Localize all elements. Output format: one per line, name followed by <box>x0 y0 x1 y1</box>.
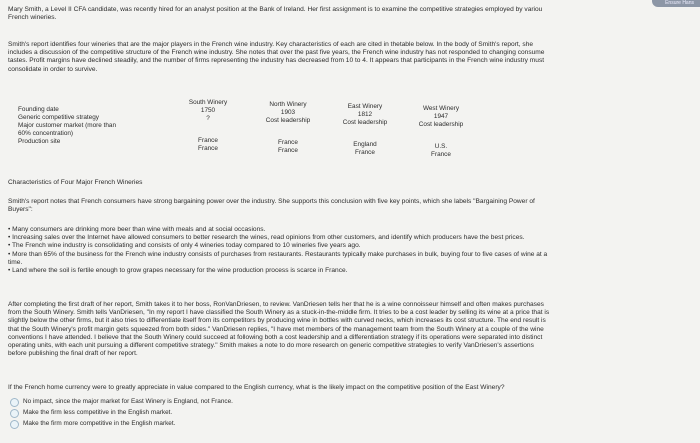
draft-paragraph <box>8 301 696 358</box>
report-line: Smith's report identifies four wineries that are the major players in the French wine industry. Key characteristics of each are cited in thetable below. In the body of Smith's report, she <box>8 41 534 48</box>
row-label-strategy: Generic competitive strategy <box>18 114 99 121</box>
list-item: • The French wine industry is consolidating and consists of only 4 wineries today compared to 10 wineries five years ago. <box>8 242 361 250</box>
winery-table <box>14 99 614 169</box>
answer-options <box>10 397 233 430</box>
draft-line: from the South Winery. Smith tells VanDriesen, "In my report I have classified the South Winery as a stuck-in-the-middle firm. It tries to be a cost leader by selling its wine at a price that is <box>8 309 550 317</box>
radio-button[interactable] <box>10 409 19 418</box>
buyers-bullet-list <box>8 226 696 275</box>
east-market: England <box>353 141 377 148</box>
list-item: time. <box>8 258 23 266</box>
west-production: France <box>431 151 451 158</box>
east-strategy: Cost leadership <box>342 119 388 126</box>
col-header-south: South Winery <box>188 99 228 106</box>
answer-option-3[interactable] <box>10 419 233 430</box>
question-line: If the French home currency were to greatly appreciate in value compared to the English currency, what is the likely impact on the competitive position of the East Winery? <box>8 384 505 391</box>
intro-line: Mary Smith, a Level II CFA candidate, was recently hired for an analyst position at the Bank of Ireland. Her first assignment is to examine the competitive strategies employed by variou <box>8 6 543 13</box>
north-founding: 1903 <box>280 109 296 116</box>
radio-button[interactable] <box>10 420 19 429</box>
south-production: France <box>198 145 218 152</box>
answer-option-2[interactable] <box>10 408 233 419</box>
west-market: U.S. <box>434 143 448 150</box>
south-market: France <box>198 137 218 144</box>
answer-option-1[interactable] <box>10 397 233 408</box>
list-item: • Increasing sales over the Internet have allowed consumers to better research the wines, read opinions from other customers, and identify which producers have the best prices. <box>8 234 525 242</box>
row-label-production: Production site <box>18 138 61 145</box>
col-header-west: West Winery <box>422 105 460 112</box>
intro-line: French wineries. <box>8 14 57 22</box>
draft-line: that the South Winery's profit margin gets squeezed from both sides." VanDriesen replies, "I have met members of the management team from the South Winery at a couple of the wine <box>8 325 544 333</box>
report-line: consolidate in order to survive. <box>8 65 98 73</box>
col-header-east: East Winery <box>347 103 383 110</box>
report-line: tastes. Profit margins have declined steadily, and the number of firms representing the industry has decreased from 10 to 4. It appears that participants in the French wine industry must <box>8 57 545 65</box>
draft-line: operating units, with each unit pursuing a different competitive strategy." Smith makes a note to do more research on generic competitive strategies to verify VanDriesen's assertions <box>8 342 534 350</box>
south-strategy: ? <box>206 115 210 122</box>
east-founding: 1812 <box>357 111 373 118</box>
buyers-paragraph <box>8 198 696 214</box>
list-item: • Land where the soil is fertile enough to grow grapes necessary for the wine production process is scarce in France. <box>8 267 348 275</box>
buyers-line: Smith's report notes that French consumers have strong bargaining power over the industry. She supports this conclusion with five key points, which she labels "Bargaining Power of <box>8 198 535 205</box>
north-production: France <box>278 147 298 154</box>
intro-paragraph <box>8 6 696 22</box>
option-label: No impact, since the major market for East Winery is England, not France. <box>23 398 233 406</box>
report-line: includes a discussion of the competitive structure of the French wine industry. She notes that over the past five years, the French wine industry has not responded to changing consume <box>8 49 545 57</box>
north-strategy: Cost leadership <box>265 117 311 124</box>
west-founding: 1947 <box>433 113 449 120</box>
north-market: France <box>278 139 298 146</box>
row-label-founding: Founding date <box>18 106 59 113</box>
south-founding: 1750 <box>200 107 216 114</box>
east-production: France <box>355 149 375 156</box>
west-strategy: Cost leadership <box>418 121 464 128</box>
draft-line: slightly below the other firms, but it also tries to differentiate itself from its competitors by producing wine in bottles with curved necks, which increases its cost structure. The end result is <box>8 317 546 325</box>
radio-button[interactable] <box>10 398 19 407</box>
row-label-market: Major customer market (more than 60% concentration) <box>18 122 117 137</box>
list-item: • More than 65% of the business for the French wine industry consists of purchases from restaurants. Restaurants typically make purchases in bulk, buying four to five cases of wine at a <box>8 250 548 258</box>
col-header-north: North Winery <box>269 101 307 108</box>
buyers-line: Buyers": <box>8 206 33 214</box>
list-item: • Many consumers are drinking more beer than wine with meals and at social occasions. <box>8 226 266 233</box>
option-label: Make the firm more competitive in the English market. <box>23 420 176 428</box>
question-text <box>8 384 696 392</box>
caption-text: Characteristics of Four Major French Wineries <box>8 179 143 186</box>
table-caption <box>8 179 696 187</box>
draft-line: before publishing the final draft of her report. <box>8 350 138 358</box>
draft-line: After completing the first draft of her report, Smith takes it to her boss, RonVanDriesen, to review. VanDriesen tells her that he is a wine connoisseur himself and often makes purchases <box>8 301 544 308</box>
corner-tab: Ensure Hans <box>652 0 700 7</box>
option-label: Make the firm less competitive in the English market. <box>23 409 173 417</box>
draft-line: conventions I have attended. I believe that the South Winery could succeed at following both a cost leadership and a differentiation strategy if its operations were separated into distinct <box>8 333 543 341</box>
report-paragraph <box>8 41 696 74</box>
